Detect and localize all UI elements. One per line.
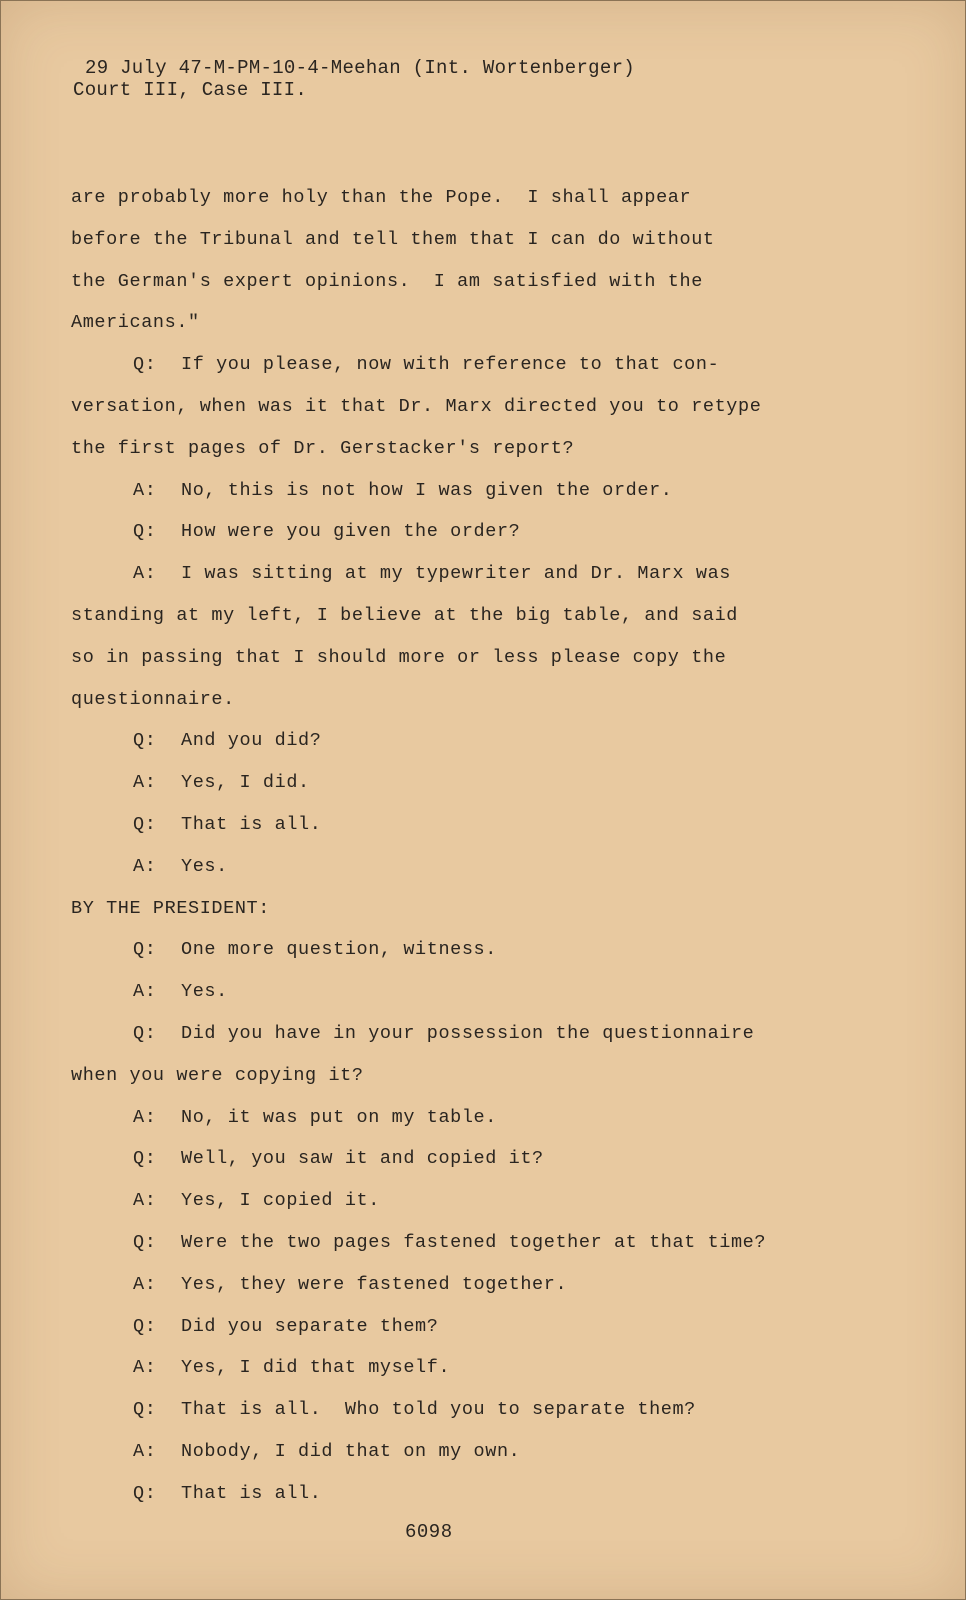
speaker-label: Q:: [133, 1231, 157, 1253]
speaker-label: A:: [133, 1357, 157, 1379]
text-line: Americans.": [71, 312, 200, 334]
speaker-label: Q:: [133, 1315, 157, 1337]
text-line: standing at my left, I believe at the big table, and said: [71, 604, 739, 626]
speaker-label: Q:: [133, 1399, 157, 1421]
line-text: And you did?: [181, 730, 322, 752]
text-line: before the Tribunal and tell them that I can do without: [71, 228, 715, 250]
line-text: One more question, witness.: [181, 939, 497, 961]
question-line: [71, 1306, 911, 1348]
question-line: [71, 1138, 911, 1180]
speaker-label: Q:: [133, 354, 157, 376]
question-line: [71, 511, 911, 553]
line-text: Were the two pages fastened together at that time?: [181, 1231, 767, 1253]
question-line: [71, 344, 911, 386]
text-line: BY THE PRESIDENT:: [71, 897, 270, 919]
line-text: I was sitting at my typewriter and Dr. Marx was: [181, 563, 731, 585]
line-text: Yes, they were fastened together.: [181, 1273, 568, 1295]
speaker-label: Q:: [133, 1022, 157, 1044]
text-line: the first pages of Dr. Gerstacker's report?: [71, 437, 575, 459]
speaker-label: Q:: [133, 1148, 157, 1170]
header-session-line: 29 July 47-M-PM-10-4-Meehan (Int. Wortenberger): [85, 57, 635, 79]
speaker-label: A:: [133, 981, 157, 1003]
text-line: the German's expert opinions. I am satisfied with the: [71, 270, 703, 292]
line-text: No, this is not how I was given the order.: [181, 479, 673, 501]
answer-line: [71, 762, 911, 804]
text-line: when you were copying it?: [71, 1064, 364, 1086]
line-text: Did you separate them?: [181, 1315, 439, 1337]
speaker-label: A:: [133, 772, 157, 794]
line-text: No, it was put on my table.: [181, 1106, 497, 1128]
speaker-label: Q:: [133, 813, 157, 835]
page-number: 6098: [405, 1521, 453, 1543]
header: [73, 57, 635, 101]
question-line: [71, 720, 911, 762]
answer-line: [71, 1431, 911, 1473]
speaker-label: A:: [133, 1190, 157, 1212]
line-text: If you please, now with reference to that con-: [181, 354, 720, 376]
line-text: Yes.: [181, 981, 228, 1003]
line-text: How were you given the order?: [181, 521, 521, 543]
speaker-label: A:: [133, 1273, 157, 1295]
speaker-label: A:: [133, 1106, 157, 1128]
question-line: [71, 1222, 911, 1264]
line-text: That is all.: [181, 813, 322, 835]
text-line: are probably more holy than the Pope. I shall appear: [71, 187, 692, 208]
answer-line: [71, 1347, 911, 1389]
line-text: Yes, I copied it.: [181, 1190, 380, 1212]
question-line: [71, 804, 911, 846]
speaker-label: Q:: [133, 939, 157, 961]
line-text: Nobody, I did that on my own.: [181, 1440, 521, 1462]
line-text: Well, you saw it and copied it?: [181, 1148, 544, 1170]
speaker-label: Q:: [133, 730, 157, 752]
line-text: That is all. Who told you to separate them?: [181, 1399, 696, 1421]
question-line: [71, 929, 911, 971]
text-line: questionnaire.: [71, 688, 235, 710]
question-line: [71, 1389, 911, 1431]
line-text: Did you have in your possession the questionnaire: [181, 1022, 755, 1044]
transcript-body: [71, 177, 911, 1515]
answer-line: [71, 470, 911, 512]
speaker-label: A:: [133, 1440, 157, 1462]
speaker-label: A:: [133, 479, 157, 501]
answer-line: [71, 971, 911, 1013]
header-court-line: Court III, Case III.: [73, 79, 308, 101]
text-line: so in passing that I should more or less please copy the: [71, 646, 727, 668]
line-text: That is all.: [181, 1482, 322, 1504]
question-line: [71, 1473, 911, 1515]
text-line: versation, when was it that Dr. Marx directed you to retype: [71, 395, 762, 417]
line-text: Yes, I did.: [181, 772, 310, 794]
speaker-label: Q:: [133, 1482, 157, 1504]
answer-line: [71, 1180, 911, 1222]
answer-line: [71, 846, 911, 888]
answer-line: [71, 553, 911, 595]
line-text: Yes.: [181, 855, 228, 877]
line-text: Yes, I did that myself.: [181, 1357, 451, 1379]
answer-line: [71, 1264, 911, 1306]
speaker-label: Q:: [133, 521, 157, 543]
speaker-label: A:: [133, 563, 157, 585]
answer-line: [71, 1097, 911, 1139]
speaker-label: A:: [133, 855, 157, 877]
question-line: [71, 1013, 911, 1055]
